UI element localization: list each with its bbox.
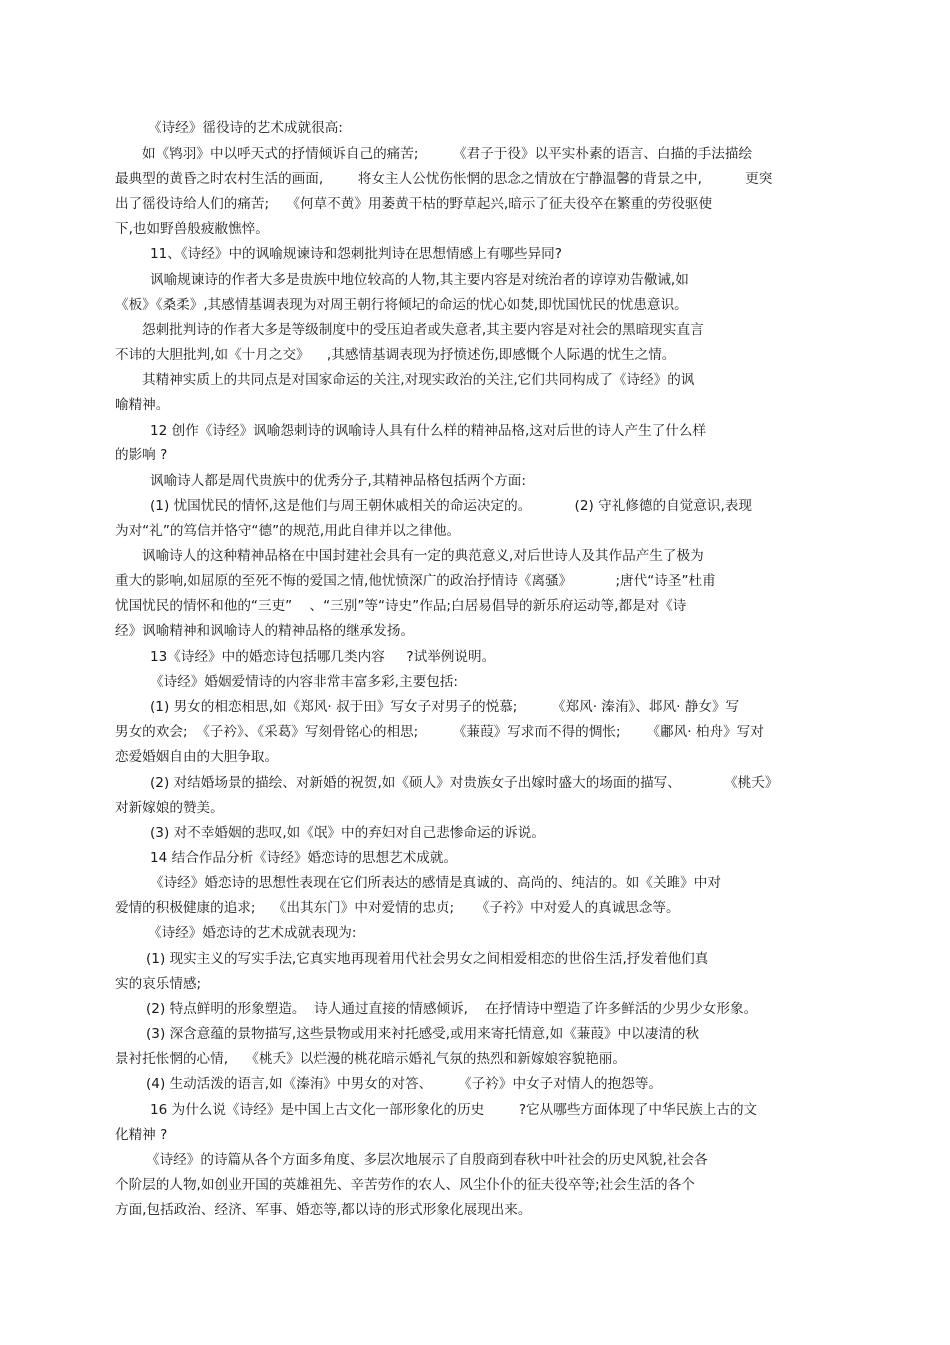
text-line: 其精神实质上的共同点是对国家命运的关注,对现实政治的关注,它们共同构成了《诗经》的讽 [142,372,695,388]
question-heading: 12 创作《诗经》讽喻怨刺诗的讽喻诗人具有什么样的精神品格,这对后世的诗人产生了什么样 [150,423,707,439]
text-line: 下,也如野兽般疲敝憔悴。 [115,221,269,237]
text-line: 恋爱婚姻自由的大胆争取。 [115,749,279,765]
question-heading: 11、《诗经》中的讽喻规谏诗和怨刺批判诗在思想情感上有哪些异同? [150,246,562,262]
text-line: 讽喻诗人的这种精神品格在中国封建社会具有一定的典范意义,对后世诗人及其作品产生了极为 [142,548,704,564]
text-line: 个阶层的人物,如创业开国的英雄祖先、辛苦劳作的农人、风尘仆仆的征夫役卒等;社会生活的各个 [115,1177,695,1193]
text-line: (2) 对结婚场景的描绘、对新婚的祝贺,如《硕人》对贵族女子出嫁时盛大的场面的描写、 《桃夭》 [150,775,779,791]
text-line: (3) 对不幸婚姻的悲叹,如《氓》中的弃妇对自己悲惨命运的诉说。 [150,825,545,841]
text-line: (1) 男女的相恋相思,如《郑风· 叔于田》写女子对男子的悦慕; 《郑风· 溱洧》、邶风· 静女》写 [150,699,740,715]
text-line: 怨刺批判诗的作者大多是等级制度中的受压迫者或失意者,其主要内容是对社会的黑暗现实直言 [142,322,704,338]
text-line: 《诗经》的诗篇从各个方面多角度、多层次地展示了自殷商到春秋中叶社会的历史风貌,社会各 [146,1152,708,1168]
text-line: 重大的影响,如屈原的至死不悔的爱国之情,他忧愤深广的政治抒情诗《离骚》 ;唐代“诗圣”杜甫 [115,573,716,589]
text-line: 《诗经》婚恋诗的思想性表现在它们所表达的感情是真诚的、高尚的、纯洁的。如《关雎》中对 [150,875,721,891]
text-line: 景衬托怅惘的心情, 《桃夭》以烂漫的桃花暗示婚礼气氛的热烈和新嫁娘容貌艳丽。 [115,1051,626,1067]
question-heading: 14 结合作品分析《诗经》婚恋诗的思想艺术成就。 [150,850,458,866]
text-line: (3) 深含意蕴的景物描写,这些景物或用来衬托感受,或用来寄托情意,如《蒹葭》中以凄清的秋 [146,1026,700,1042]
text-line: 《板》《桑柔》,其感情基调表现为对周王朝行将倾圮的命运的忧心如焚,即忧国忧民的忧患意识。 [115,297,688,313]
text-line: 讽喻诗人都是周代贵族中的优秀分子,其精神品格包括两个方面: [150,473,526,489]
text-line: 喻精神。 [115,397,170,413]
question-heading: 的影响 ? [115,447,168,463]
text-line: 出了徭役诗给人们的痛苦; 《何草不黄》用萎黄干枯的野草起兴,暗示了征夫役卒在繁重的劳役驱使 [115,196,713,212]
text-line: 忧国忧民的情怀和他的“三吏” 、“三别”等“诗史”作品;白居易倡导的新乐府运动等,都是对《诗 [115,598,687,614]
text-line: 《诗经》婚姻爱情诗的内容非常丰富多彩,主要包括: [150,674,458,690]
text-line: 《诗经》婚恋诗的艺术成就表现为: [148,925,357,941]
text-line: (2) 特点鲜明的形象塑造。 诗人通过直接的情感倾诉, 在抒情诗中塑造了许多鲜活的少男少女形象。 [146,1001,758,1017]
text-line: 讽喻规谏诗的作者大多是贵族中地位较高的人物,其主要内容是对统治者的谆谆劝告儆诫,如 [150,272,689,288]
text-line: (1) 现实主义的写实手法,它真实地再现着用代社会男女之间相爱相恋的世俗生活,抒发着他们真 [146,951,709,967]
text-line: (4) 生动活泼的语言,如《溱洧》中男女的对答、 《子衿》中女子对情人的抱怨等。 [146,1076,663,1092]
question-heading: 13《诗经》中的婚恋诗包括哪几类内容 ?试举例说明。 [150,649,496,665]
text-line: 方面,包括政治、经济、军事、婚恋等,都以诗的形式形象化展现出来。 [115,1202,532,1218]
text-line: 实的哀乐情感; [115,976,202,992]
text-line: 如《鸨羽》中以呼天式的抒情倾诉自己的痛苦; 《君子于役》以平实朴素的语言、白描的手法描绘 [142,146,753,162]
text-line: 为对“礼”的笃信并恪守“德”的规范,用此自律并以之律他。 [115,523,461,539]
text-line: (1) 忧国忧民的情怀,这是他们与周王朝休戚相关的命运决定的。 (2) 守礼修德的自觉意识,表现 [150,498,752,514]
text-line: 不讳的大胆批判,如《十月之交》 ,其感情基调表现为抒愤述伤,即感慨个人际遇的忧生之情。 [115,347,676,363]
text-line: 《诗经》徭役诗的艺术成就很高: [148,120,343,136]
text-line: 经》讽喻精神和讽喻诗人的精神品格的继承发扬。 [115,623,415,639]
text-line: 对新嫁娘的赞美。 [115,800,224,816]
question-heading: 16 为什么说《诗经》是中国上古文化一部形象化的历史 ?它从哪些方面体现了中华民族上古的文 [150,1102,758,1118]
question-heading: 化精神 ? [115,1127,168,1143]
text-line: 男女的欢会; 《子衿》、《采葛》写刻骨铭心的相思; 《蒹葭》写求而不得的惆怅; 《鄘风· 柏舟》写对 [115,724,764,740]
text-line: 爱情的积极健康的追求; 《出其东门》中对爱情的忠贞; 《子衿》中对爱人的真诚思念等。 [115,900,680,916]
text-line: 最典型的黄昏之时农村生活的画面, 将女主人公忧伤怅惘的思念之情放在宁静温馨的背景之中, 更突 [115,171,773,187]
